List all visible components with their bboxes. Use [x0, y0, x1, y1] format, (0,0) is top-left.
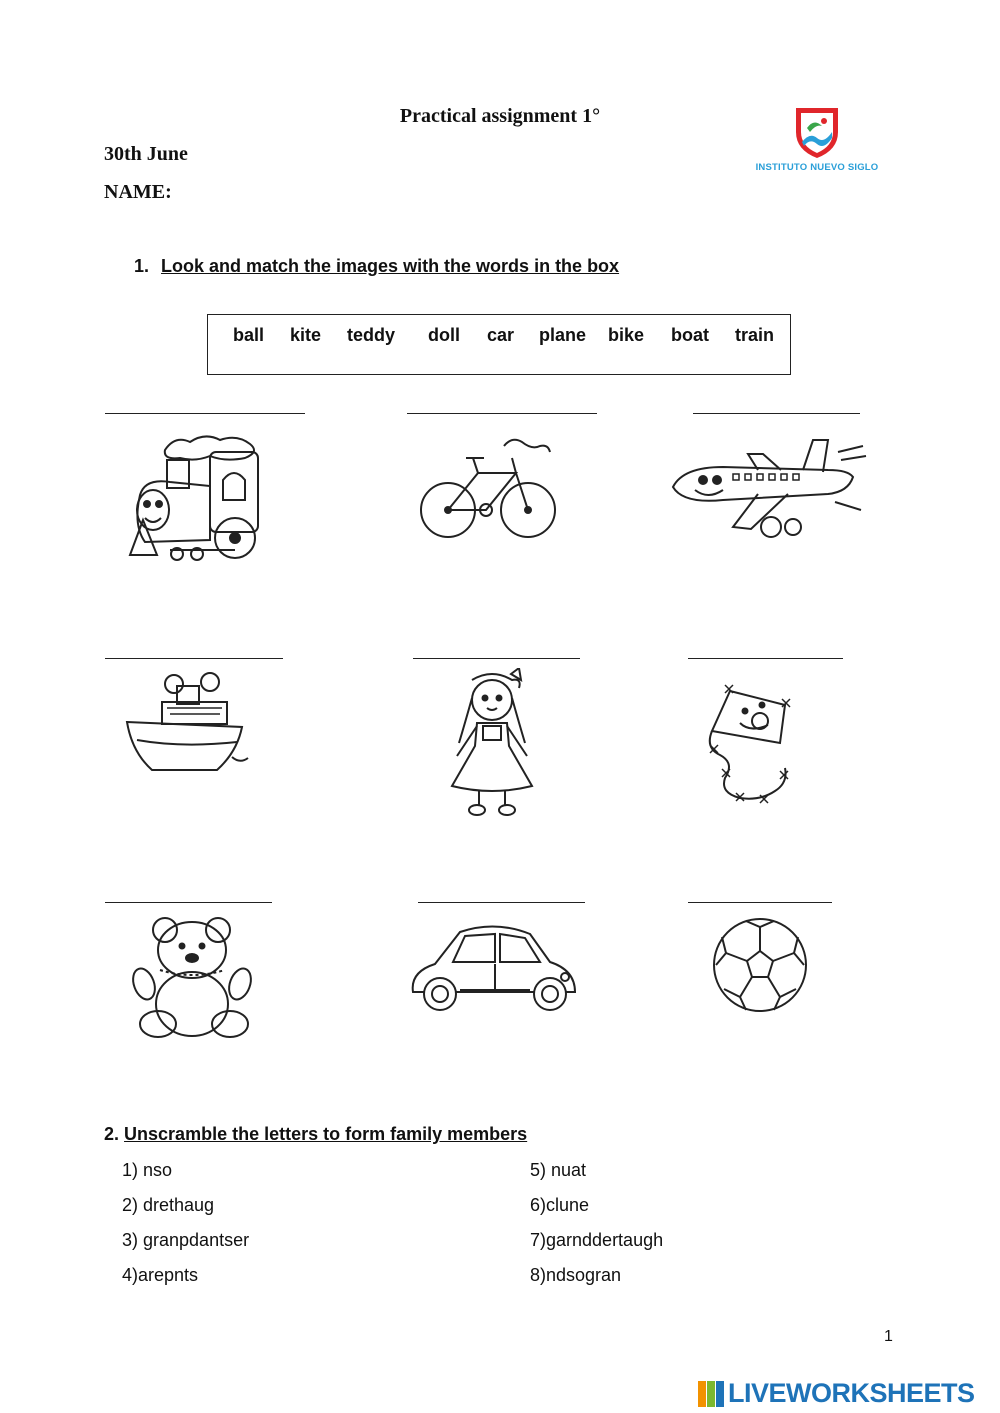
car-picture	[405, 922, 580, 1022]
liveworksheets-brand[interactable]	[698, 1378, 998, 1408]
answer-blank-8[interactable]	[418, 902, 585, 903]
word-plane: plane	[539, 325, 587, 345]
boat-picture	[122, 672, 250, 780]
answer-blank-1[interactable]	[105, 413, 305, 414]
scramble-item-5: 5) nuat	[530, 1160, 587, 1180]
exercise-2-heading	[104, 1124, 527, 1145]
logo-text: INSTITUTO NUEVO SIGLO	[755, 162, 879, 173]
word-doll: doll	[428, 325, 460, 345]
answer-blank-5[interactable]	[413, 658, 580, 659]
exercise-1-number: 1.	[134, 256, 150, 276]
word-kite: kite	[290, 325, 322, 345]
scramble-item-4: 4)arepnts	[122, 1265, 199, 1285]
word-bike: bike	[608, 325, 645, 345]
doll-picture	[437, 668, 547, 820]
date-label: 30th June	[104, 143, 188, 165]
exercise-2-instruction: Unscramble the letters to form family members	[124, 1124, 528, 1144]
page-title: Practical assignment 1°	[399, 105, 601, 127]
scramble-item-3: 3) granpdantser	[122, 1230, 250, 1250]
word-teddy: teddy	[347, 325, 396, 345]
plane-picture	[663, 432, 868, 547]
exercise-1-heading	[134, 256, 619, 277]
liveworksheets-logo-icon	[698, 1381, 724, 1407]
scramble-item-2: 2) drethaug	[122, 1195, 215, 1215]
scramble-item-7: 7)garnddertaugh	[530, 1230, 664, 1250]
school-logo	[752, 104, 882, 176]
word-ball: ball	[233, 325, 265, 345]
name-label: NAME:	[104, 181, 172, 203]
exercise-1-instruction: Look and match the images with the words in the box	[161, 256, 620, 276]
answer-blank-4[interactable]	[105, 658, 283, 659]
liveworksheets-text: LIVEWORKSHEETS	[728, 1378, 975, 1408]
train-picture	[125, 430, 270, 570]
exercise-2-number: 2.	[104, 1124, 120, 1144]
word-boat: boat	[671, 325, 709, 345]
teddy-picture	[130, 912, 255, 1042]
bike-picture	[418, 428, 558, 548]
scramble-item-1: 1) nso	[122, 1160, 173, 1180]
word-box	[207, 314, 791, 375]
answer-blank-2[interactable]	[407, 413, 597, 414]
page-number: 1	[884, 1328, 893, 1345]
answer-blank-9[interactable]	[688, 902, 832, 903]
kite-picture	[700, 683, 800, 811]
scramble-item-6: 6)clune	[530, 1195, 590, 1215]
word-car: car	[487, 325, 515, 345]
ball-picture	[710, 915, 810, 1015]
answer-blank-3[interactable]	[693, 413, 860, 414]
answer-blank-7[interactable]	[105, 902, 272, 903]
word-train: train	[735, 325, 775, 345]
answer-blank-6[interactable]	[688, 658, 843, 659]
scramble-item-8: 8)ndsogran	[530, 1265, 622, 1285]
